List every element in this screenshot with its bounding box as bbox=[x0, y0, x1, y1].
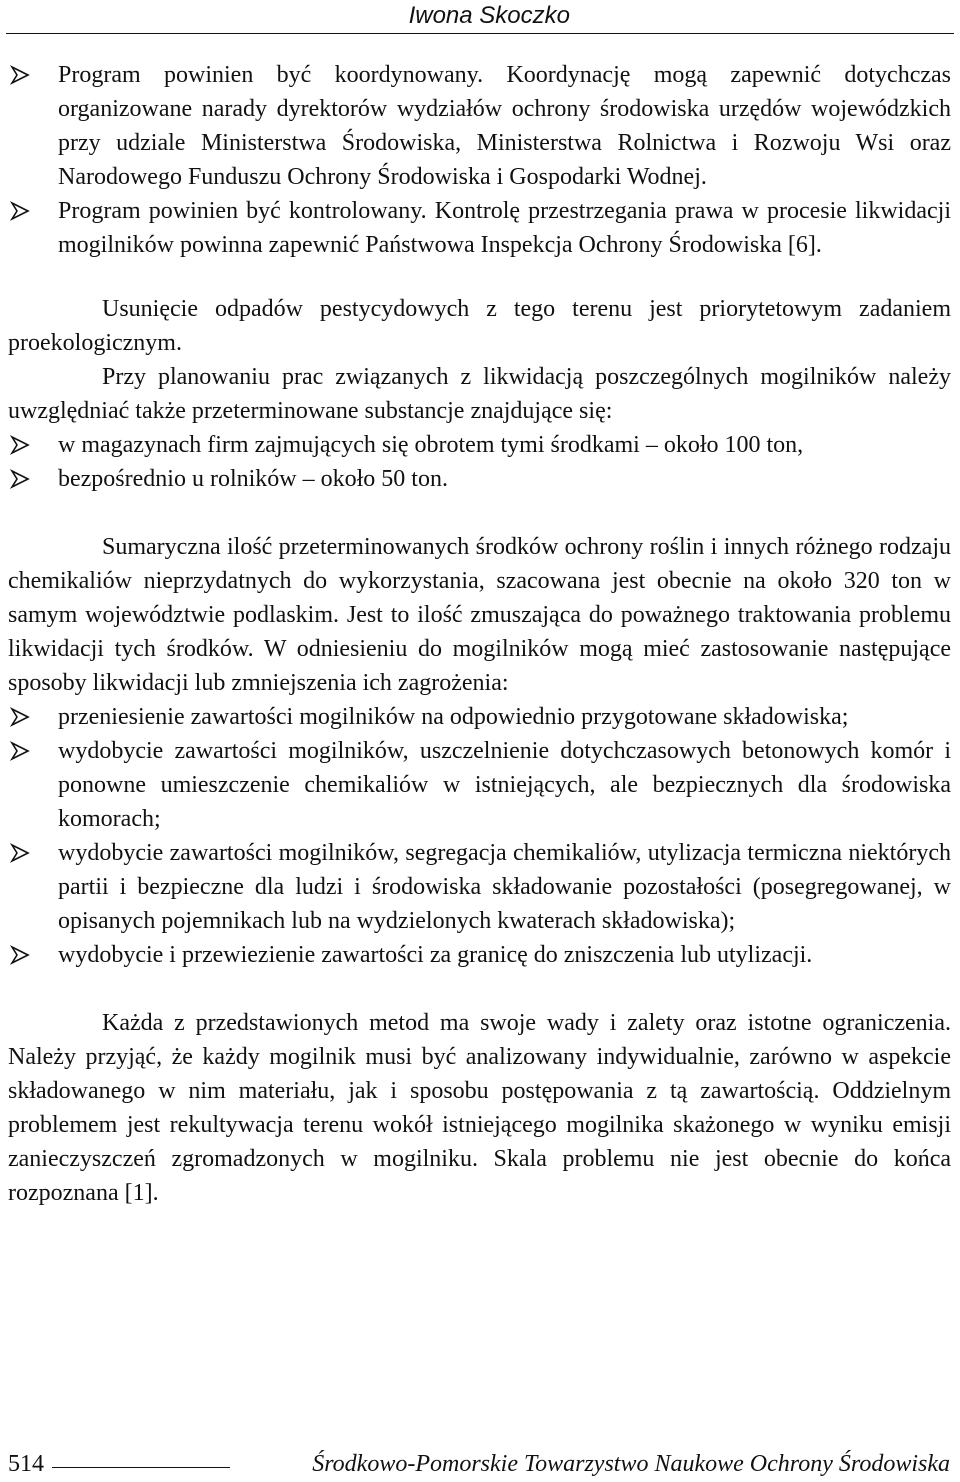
list-item-text: wydobycie zawartości mogilników, segregacja chemikaliów, utylizacja termiczna niektórych partii i bezpieczne dla ludzi i środowiska składowanie pozostałości (posegregowanej, w opisanych pojemnikach lub na wydzielonych kwaterach składowiska); bbox=[58, 840, 951, 934]
list-item-text: bezpośrednio u rolników – około 50 ton. bbox=[58, 466, 448, 492]
arrowhead-bullet-icon bbox=[10, 435, 30, 455]
list-item bbox=[8, 462, 951, 496]
list-item-text: wydobycie i przewiezienie zawartości za granicę do zniszczenia lub utylizacji. bbox=[58, 942, 813, 968]
list-item-text: w magazynach firm zajmujących się obrotem tymi środkami – około 100 ton, bbox=[58, 432, 804, 458]
list-item-text: przeniesienie zawartości mogilników na odpowiednio przygotowane składowiska; bbox=[58, 704, 849, 730]
journal-name: Środkowo-Pomorskie Towarzystwo Naukowe Ochrony Środowiska bbox=[312, 1451, 950, 1477]
spacer bbox=[8, 972, 951, 1006]
paragraph: Każda z przedstawionych metod ma swoje wady i zalety oraz istotne ograniczenia. Należy przyjąć, że każdy mogilnik musi być analizowany indywidualnie, zarówno w aspekcie składowanego w nim materiału, jak i sposobu postępowania z tą zawartością. Oddzielnym problemem jest rekultywacja terenu wokół istniejącego mogilnika skażonego w wyniku emisji zanieczyszczeń zgromadzonych w mogilniku. Skala problemu nie jest obecnie do końca rozpoznana [1]. bbox=[8, 1010, 951, 1206]
paragraph: Usunięcie odpadów pestycydowych z tego terenu jest priorytetowym zadaniem proekologicznym. bbox=[8, 296, 951, 356]
list-item bbox=[8, 700, 951, 734]
arrowhead-bullet-icon bbox=[10, 201, 30, 221]
list-item-text: wydobycie zawartości mogilników, uszczelnienie dotychczasowych betonowych komór i ponowne umieszczenie chemikaliów w istniejących, ale bezpiecznych dla środowiska komorach; bbox=[58, 738, 951, 832]
page-number: 514 bbox=[8, 1451, 44, 1477]
list-item bbox=[8, 428, 951, 462]
arrowhead-bullet-icon bbox=[10, 469, 30, 489]
list-item bbox=[8, 194, 951, 262]
list-item bbox=[8, 734, 951, 836]
running-header bbox=[0, 0, 960, 33]
list-item bbox=[8, 836, 951, 938]
list-item-text: Program powinien być koordynowany. Koordynację mogą zapewnić dotychczas organizowane narady dyrektorów wydziałów ochrony środowiska urzędów wojewódzkich przy udziale Ministerstwa Środowiska, Ministerstwa Rolnictwa i Rozwoju Wsi oraz Narodowego Funduszu Ochrony Środowiska i Gospodarki Wodnej. bbox=[58, 62, 951, 190]
arrowhead-bullet-icon bbox=[10, 945, 30, 965]
page-footer bbox=[0, 1448, 960, 1482]
article-body bbox=[8, 58, 951, 1210]
paragraph: Przy planowaniu prac związanych z likwidacją poszczególnych mogilników należy uwzględniać także przeterminowane substancje znajdujące się: bbox=[8, 364, 951, 424]
header-rule bbox=[6, 33, 954, 34]
header-author: Iwona Skoczko bbox=[408, 2, 570, 29]
arrowhead-bullet-icon bbox=[10, 843, 30, 863]
spacer bbox=[8, 496, 951, 530]
paragraph: Sumaryczna ilość przeterminowanych środków ochrony roślin i innych różnego rodzaju chemikaliów nieprzydatnych do wykorzystania, szacowana jest obecnie na około 320 ton w samym województwie podlaskim. Jest to ilość zmuszająca do poważnego traktowania problemu likwidacji tych środków. W odniesieniu do mogilników mogą mieć zastosowanie następujące sposoby likwidacji lub zmniejszenia ich zagrożenia: bbox=[8, 534, 951, 696]
footer-rule bbox=[52, 1467, 230, 1468]
spacer bbox=[8, 262, 951, 292]
arrowhead-bullet-icon bbox=[10, 741, 30, 761]
list-item bbox=[8, 58, 951, 194]
arrowhead-bullet-icon bbox=[10, 707, 30, 727]
list-item-text: Program powinien być kontrolowany. Kontrolę przestrzegania prawa w procesie likwidacji mogilników powinna zapewnić Państwowa Inspekcja Ochrony Środowiska [6]. bbox=[58, 198, 951, 258]
arrowhead-bullet-icon bbox=[10, 65, 30, 85]
list-item bbox=[8, 938, 951, 972]
